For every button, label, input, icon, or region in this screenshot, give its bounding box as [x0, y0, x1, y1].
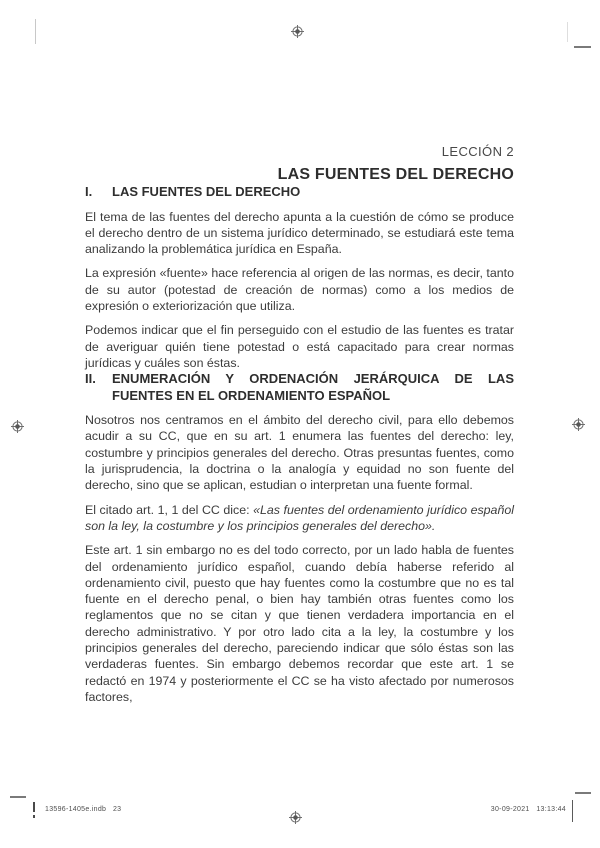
- quote-text: «Las fuentes del ordenamiento jurídico español son la ley, la costumbre y los principios generales del derecho».: [85, 502, 514, 533]
- crop-mark-top-right-horizontal: [574, 46, 591, 48]
- section-2-title: ENUMERACIÓN Y ORDENACIÓN JERÁRQUICA DE LAS FUENTES EN EL ORDENAMIENTO ESPAÑOL: [112, 371, 514, 403]
- paragraph: Nosotros nos centramos en el ámbito del derecho civil, para ello debemos acudir a su CC, que en su art. 1 enumera las fuentes del derecho: ley, costumbre y principios generales del derecho. Otras presuntas fuentes, como la jurisprudencia, la doctrina o la analogía y equidad no son fuente del derecho, sino que se aplican, estudian o interpretan una fuente formal.: [85, 413, 514, 493]
- page-content: [85, 144, 514, 705]
- section-2-heading: [85, 371, 514, 404]
- section-enumeracion-ordenacion: [85, 371, 514, 705]
- section-1-number: I.: [85, 184, 93, 199]
- registration-mark-bottom-icon: [289, 811, 302, 824]
- crop-mark-bottom-right-vertical: [572, 800, 573, 822]
- crop-mark-bottom-left-dot: [33, 815, 35, 818]
- crop-mark-top-left-vertical: [35, 19, 36, 44]
- crop-mark-bottom-right-horizontal: [575, 792, 591, 794]
- paragraph: La expresión «fuente» hace referencia al origen de las normas, es decir, tanto de su autor (potestad de creación de normas) como a los medios de expresión o exteriorización que utiliza.: [85, 266, 514, 313]
- section-1-title: LAS FUENTES DEL DERECHO: [112, 184, 301, 199]
- paragraph: El tema de las fuentes del derecho apunta a la cuestión de cómo se produce el derecho dentro de un sistema jurídico determinado, se estudiará este tema analizando la problemática jurídica en España.: [85, 209, 514, 257]
- crop-mark-bottom-left-vertical: [33, 802, 35, 812]
- crop-mark-top-right-vertical: [567, 22, 568, 42]
- crop-mark-bottom-left-horizontal: [10, 796, 26, 798]
- quote-intro: El citado art. 1, 1 del CC dice:: [85, 502, 254, 517]
- paragraph-with-quote: [85, 502, 514, 535]
- section-2-number: II.: [85, 371, 96, 387]
- section-1-heading: [85, 184, 514, 201]
- registration-mark-right-icon: [572, 418, 585, 431]
- footer-timestamp: 30-09-2021 13:13:44: [490, 806, 566, 813]
- page-title: LAS FUENTES DEL DERECHO: [277, 166, 514, 183]
- paragraph: Este art. 1 sin embargo no es del todo correcto, por un lado habla de fuentes del ordenamiento jurídico español, cuando debía haberse referido al ordenamiento civil, puesto que hay fuentes como la costumbre que no es tal fuente en el derecho penal, o bien hay también otras fuentes como los reglamentos que no se citan y que tienen verdadera importancia en el derecho administrativo. Y por otro lado cita a la ley, la costumbre y los principios generales del derecho, pareciendo indicar que sólo éstas son las verdaderas fuentes. Sin embargo debemos recordar que este art. 1 se redactó en 1974 y posteriormente el CC se ha visto afectado por numerosos factores,: [85, 543, 514, 704]
- lesson-label: LECCIÓN 2: [441, 144, 514, 159]
- footer-file-info: 13596-1405e.indb 23: [45, 806, 122, 813]
- registration-mark-left-icon: [11, 420, 24, 433]
- section-fuentes-del-derecho: [85, 184, 514, 371]
- paragraph: Podemos indicar que el fin perseguido con el estudio de las fuentes es tratar de averiguar quién tiene potestad o está capacitado para crear normas jurídicas y cuáles son éstas.: [85, 323, 514, 370]
- registration-mark-top-icon: [291, 25, 304, 38]
